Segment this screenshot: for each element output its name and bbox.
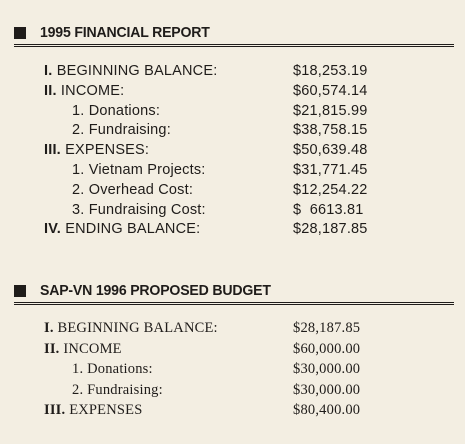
line-item-amount: $60,574.14	[293, 82, 368, 99]
square-bullet-icon	[14, 27, 26, 39]
report-line-item	[0, 142, 465, 162]
report-line-item	[0, 182, 465, 202]
report-line-item	[0, 122, 465, 142]
line-item-amount: $31,771.45	[293, 162, 368, 178]
line-item-text: Vietnam Projects:	[88, 162, 206, 178]
line-item-text: Fundraising:	[88, 122, 171, 139]
report-line-item	[0, 162, 465, 182]
line-item-label	[72, 122, 171, 138]
line-item-number: 2.	[72, 122, 85, 139]
line-item-number: 2.	[72, 381, 84, 398]
proposed-budget-rule	[14, 302, 454, 305]
line-item-number: III.	[44, 402, 66, 418]
line-item-text: EXPENSES	[69, 402, 143, 418]
report-line-item	[0, 63, 465, 83]
line-item-number: 1.	[72, 162, 85, 178]
line-item-amount: $30,000.00	[293, 361, 361, 377]
budget-line-item	[0, 320, 465, 340]
line-item-number: 3.	[72, 201, 85, 218]
line-item-number: II.	[44, 340, 60, 357]
line-item-number: II.	[44, 82, 57, 99]
financial-report-rule	[14, 44, 454, 47]
line-item-text: INCOME	[63, 340, 122, 357]
line-item-label	[44, 320, 218, 337]
line-item-amount: $12,254.22	[293, 181, 368, 198]
line-item-text: ENDING BALANCE:	[65, 221, 201, 238]
line-item-text: Fundraising Cost:	[88, 201, 206, 218]
line-item-label	[72, 202, 206, 218]
line-item-number: I.	[44, 320, 54, 336]
financial-report-heading	[14, 24, 454, 41]
line-item-label	[44, 341, 122, 358]
report-line-item	[0, 83, 465, 103]
line-item-number: IV.	[44, 221, 61, 238]
line-item-label	[72, 182, 193, 198]
line-item-amount: $50,639.48	[293, 142, 368, 159]
line-item-text: INCOME:	[60, 82, 125, 99]
budget-line-item	[0, 361, 465, 381]
line-item-text: Donations:	[88, 102, 161, 119]
square-bullet-icon	[14, 285, 26, 297]
proposed-budget-heading	[14, 282, 454, 299]
line-item-amount: $38,758.15	[293, 122, 368, 139]
line-item-text: BEGINNING BALANCE:	[57, 320, 218, 336]
line-item-label	[44, 142, 149, 158]
line-item-label	[44, 83, 124, 99]
proposed-budget-title: SAP-VN 1996 PROPOSED BUDGET	[40, 282, 271, 299]
line-item-amount: $30,000.00	[293, 381, 361, 398]
line-item-amount: $ 6613.81	[293, 201, 364, 218]
budget-line-item	[0, 402, 465, 422]
financial-report-title: 1995 FINANCIAL REPORT	[40, 24, 210, 41]
report-line-item	[0, 202, 465, 222]
line-item-number: 1.	[72, 102, 85, 119]
report-line-item	[0, 221, 465, 241]
line-item-label	[44, 221, 200, 237]
line-item-number: 2.	[72, 181, 85, 198]
line-item-text: EXPENSES:	[65, 142, 150, 159]
line-item-text: Overhead Cost:	[88, 181, 194, 198]
line-item-amount: $18,253.19	[293, 63, 368, 79]
line-item-amount: $21,815.99	[293, 102, 368, 119]
line-item-label	[44, 63, 217, 79]
line-item-amount: $60,000.00	[293, 340, 361, 357]
line-item-number: III.	[44, 142, 61, 159]
line-item-number: 1.	[72, 361, 84, 377]
report-line-item	[0, 103, 465, 123]
line-item-amount: $28,187.85	[293, 320, 361, 336]
line-item-label	[72, 382, 163, 399]
line-item-text: BEGINNING BALANCE:	[56, 63, 218, 79]
line-item-label	[72, 103, 160, 119]
budget-line-item	[0, 382, 465, 402]
line-item-text: Fundraising:	[87, 381, 163, 398]
line-item-text: Donations:	[87, 361, 153, 377]
line-item-label	[72, 361, 153, 378]
line-item-amount: $80,400.00	[293, 402, 361, 418]
line-item-label	[72, 162, 206, 178]
line-item-label	[44, 402, 143, 419]
line-item-amount: $28,187.85	[293, 221, 368, 238]
budget-line-item	[0, 341, 465, 361]
line-item-number: I.	[44, 63, 53, 79]
